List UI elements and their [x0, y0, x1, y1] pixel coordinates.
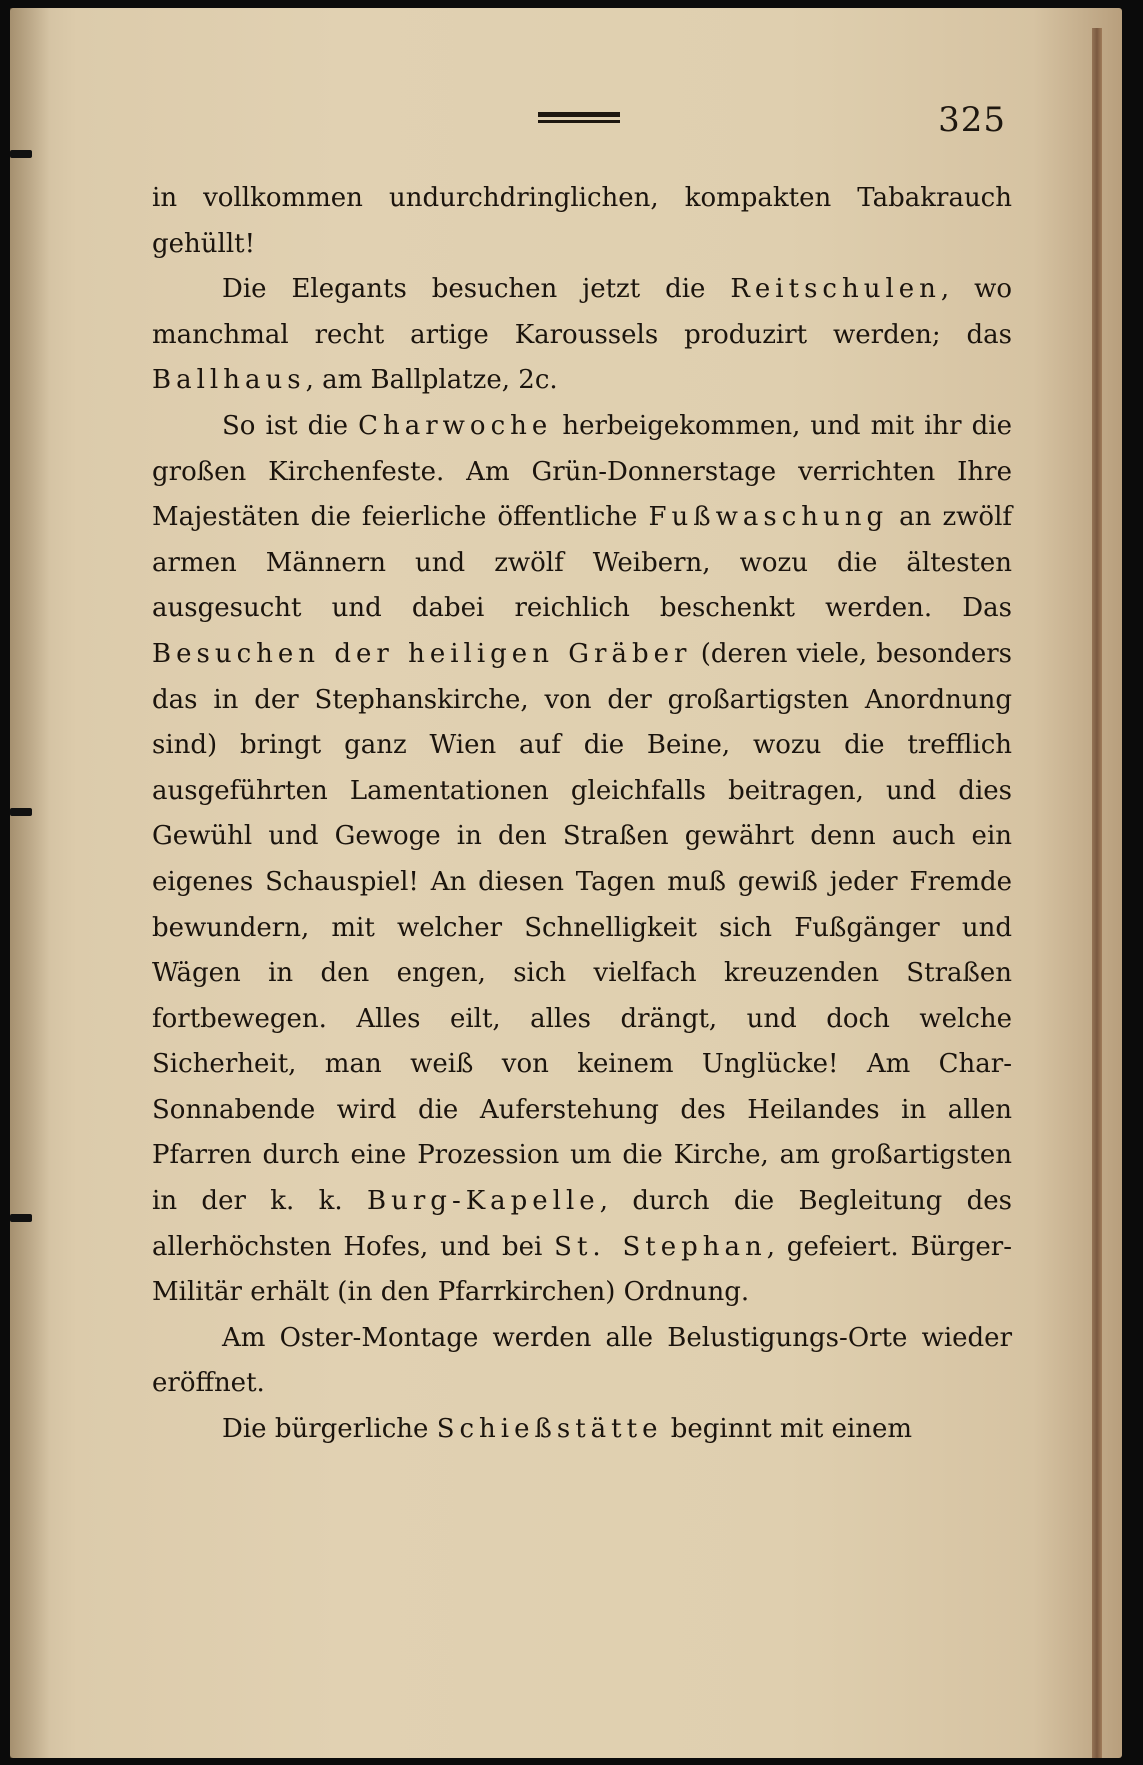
text-segment: So ist die [222, 410, 359, 441]
book-page [10, 8, 1122, 1758]
page-fore-edge [1092, 28, 1102, 1758]
body-text [152, 176, 1012, 1453]
binding-stitch [10, 808, 32, 816]
spaced-emphasis-text: Ballhaus [152, 365, 306, 396]
spaced-emphasis-text: Reitschulen [730, 274, 941, 305]
text-segment: herbeigekommen, und mit ihr die großen Kirchenfeste. Am Grün-Donnerstage verrichten Ihre Majestäten die feierliche öffentliche [152, 410, 1012, 533]
page-header [10, 98, 1122, 148]
text-segment: , durch die Begleitung des allerhöchsten Hofes, und bei [152, 1186, 1012, 1262]
text-segment: , gefeiert. Bürger-Militär erhält (in den Pfarrkirchen) Ordnung. [152, 1231, 1012, 1308]
header-rule [538, 120, 620, 123]
binding-stitch [10, 1214, 32, 1222]
spaced-emphasis-text: Charwoche [358, 410, 553, 441]
spaced-emphasis-text: Fußwaschung [648, 502, 889, 533]
spaced-emphasis-text: Burg-Kapelle [367, 1186, 600, 1217]
paragraph [152, 176, 1012, 267]
text-segment: in vollkommen undurchdringlichen, kompakten Tabakrauch gehüllt! [152, 183, 1012, 259]
gutter-shadow [10, 8, 50, 1758]
paragraph [152, 1407, 1012, 1453]
spaced-emphasis-text: St. Stephan [554, 1231, 767, 1262]
paragraph [152, 1316, 1012, 1407]
page-number: 325 [938, 100, 1006, 140]
text-segment: , am Ballplatze, 2c. [305, 365, 558, 396]
binding-stitch [10, 150, 32, 158]
text-segment: Die Elegants besuchen jetzt die [222, 274, 731, 305]
spaced-emphasis-text: Schießstätte [436, 1414, 663, 1445]
spaced-emphasis-text: Besuchen der heiligen Gräber [152, 638, 692, 669]
text-segment: (deren viele, besonders das in der Stephanskirche, von der großartigsten Anordnung sind) bringt ganz Wien auf die Beine, wozu die trefflich ausgeführten Lamentationen gleichfalls beitragen, und dies Gewühl und Gewoge in den Straßen gewährt denn auch ein eigenes Schauspiel! An diesen Tagen muß gewiß jeder Fremde bewundern, mit welcher Schnelligkeit sich Fußgänger und Wägen in den engen, sich vielfach kreuzenden Straßen fortbewegen. Alles eilt, alles drängt, und doch welche Sicherheit, man weiß von keinem Unglücke! Am Char-Sonnabende wird die Auferstehung des Heilandes in allen Pfarren durch eine Prozession um die Kirche, am großartigsten in der k. k. [152, 638, 1012, 1217]
text-segment: an zwölf armen Männern und zwölf Weibern, wozu die ältesten ausgesucht und dabei reichlich beschenkt werden. Das [152, 502, 1013, 624]
header-rule [538, 112, 620, 117]
text-segment: beginnt mit einem [662, 1414, 913, 1445]
paragraph [152, 267, 1012, 404]
text-segment: Am Oster-Montage werden alle Belustigungs-Orte wieder eröffnet. [152, 1322, 1012, 1399]
text-segment: , wo manchmal recht artige Karoussels produzirt werden; das [152, 274, 1012, 350]
text-segment: Die bürgerliche [222, 1414, 437, 1445]
paragraph [152, 404, 1012, 1316]
